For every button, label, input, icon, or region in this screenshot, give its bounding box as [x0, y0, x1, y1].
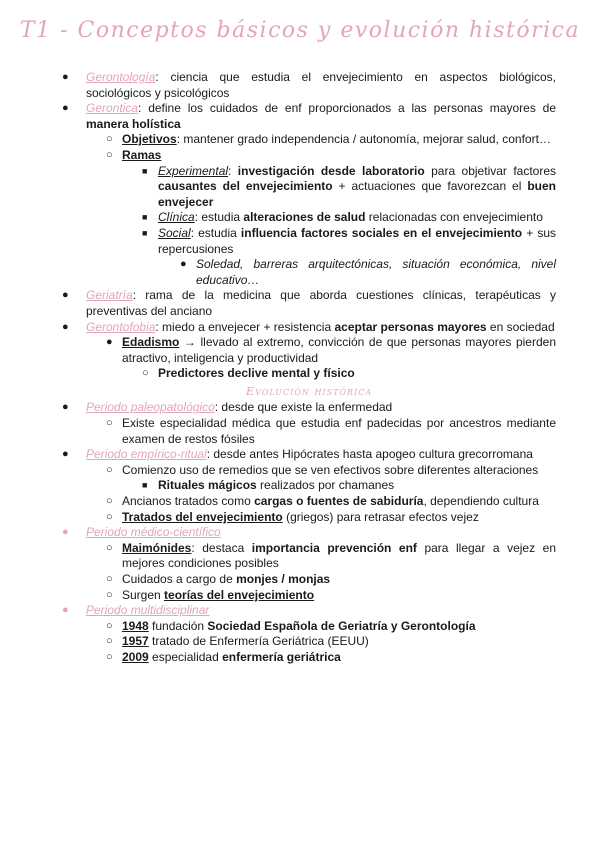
- list-item: [142, 210, 556, 226]
- text-run: + sus repercusiones: [158, 225, 557, 256]
- bullet-icon: ○: [106, 588, 113, 601]
- bullet-icon: ●: [62, 526, 69, 539]
- text-run: Existe especialidad médica que estudia enf padecidas por ancestros mediante examen de restos fósiles: [122, 416, 556, 446]
- text-run: Periodo empírico-ritual: [86, 447, 207, 462]
- bullet-icon: ●: [62, 401, 69, 414]
- text-run: causantes del envejecimiento: [158, 179, 333, 194]
- text-run: Ramas: [122, 147, 162, 162]
- text-run: (griegos) para retrasar efectos vejez: [282, 509, 479, 524]
- text-run: Clínica: [158, 210, 195, 225]
- text-run: 2009: [122, 649, 149, 664]
- list-item: [106, 335, 556, 366]
- list-item: [180, 257, 556, 288]
- text-run: relacionadas con envejecimiento: [365, 210, 543, 225]
- bullet-icon: ○: [106, 133, 113, 146]
- list-item: [62, 603, 556, 619]
- list-item: [106, 462, 556, 479]
- text-run: importancia prevención enf: [251, 540, 417, 555]
- bullet-icon: ○: [106, 635, 113, 648]
- text-run: Gerontología: [86, 70, 156, 84]
- text-run: : estudia: [190, 225, 241, 240]
- bullet-icon: ●: [62, 289, 69, 302]
- bullet-icon: ○: [142, 367, 149, 380]
- bullet-icon: ●: [62, 71, 69, 83]
- text-run: enfermería geriátrica: [222, 649, 341, 664]
- text-run: + actuaciones que favorezcan el: [332, 179, 528, 194]
- text-run: 1948: [122, 618, 149, 633]
- bullet-icon: ■: [142, 212, 148, 223]
- text-run: Tratados del envejecimiento: [122, 509, 283, 524]
- section-heading: Evolución histórica: [245, 383, 373, 398]
- text-run: Edadismo: [122, 335, 180, 350]
- text-run: Soledad, barreras arquitectónicas, situación económica, nivel educativo…: [196, 257, 556, 287]
- list-item: [62, 319, 556, 336]
- bullet-icon: ○: [106, 417, 113, 430]
- list-item: [142, 478, 556, 494]
- text-run: tratado de Enfermería Geriátrica (EEUU): [148, 634, 369, 649]
- text-run: Periodo paleopatológico: [86, 400, 215, 415]
- text-run: teorías del envejecimiento: [164, 587, 315, 602]
- text-run: Sociedad Española de Geriatría y Gerontología: [207, 618, 476, 633]
- bullet-icon: ●: [62, 604, 69, 617]
- list-item: [142, 225, 557, 257]
- text-run: Cuidados a cargo de: [122, 572, 237, 586]
- bullet-icon: ●: [62, 102, 69, 115]
- list-item: [106, 509, 556, 526]
- text-run: : ciencia que estudia el envejecimiento en aspectos biológicos, sociológicos y psicológicos: [86, 70, 556, 100]
- text-run: Maimónides: [122, 540, 192, 555]
- list-item: [106, 649, 556, 666]
- bullet-icon: ■: [142, 227, 148, 238]
- bullet-icon: ○: [106, 463, 113, 476]
- text-run: Rituales mágicos: [158, 478, 257, 493]
- text-run: Gerontofobia: [86, 319, 156, 334]
- list-item: [106, 634, 556, 650]
- text-run: cargas o fuentes de sabiduría: [254, 494, 424, 509]
- text-run: Ancianos tratados como: [122, 494, 255, 509]
- text-run: especialidad: [148, 649, 223, 664]
- text-run: en sociedad: [486, 319, 555, 334]
- text-run: para llegar a vejez en mejores condiciones posibles: [122, 540, 556, 571]
- list-item: [106, 416, 556, 447]
- text-run: influencia factores sociales en el envejecimiento: [240, 225, 523, 240]
- bullet-icon: ●: [62, 448, 69, 461]
- bullet-icon: ○: [106, 495, 113, 508]
- list-item: [106, 572, 556, 588]
- text-run: Comienzo uso de remedios que se ven efectivos sobre diferentes alteraciones: [122, 462, 539, 477]
- text-run: : mantener grado independencia / autonomía, mejorar salud, confort…: [176, 132, 551, 147]
- list-item: [106, 540, 556, 572]
- list-item: [62, 70, 556, 101]
- text-run: realizados por chamanes: [256, 478, 395, 493]
- list-item: [142, 163, 557, 211]
- text-run: para objetivar factores: [424, 163, 557, 178]
- bullet-icon: ○: [106, 573, 113, 585]
- bullet-icon: ○: [106, 650, 113, 663]
- bullet-icon: ■: [142, 165, 148, 176]
- text-run: fundación: [148, 618, 208, 633]
- text-run: buen envejecer: [158, 179, 556, 209]
- text-run: Periodo médico-científico: [86, 525, 221, 540]
- text-run: → llevado al extremo, convicción de que personas mayores pierden atractivo, inteligencia y productividad: [122, 335, 556, 365]
- text-run: Periodo multidisciplinar: [86, 603, 210, 618]
- text-run: Objetivos: [122, 132, 177, 147]
- text-run: 1957: [122, 634, 149, 649]
- text-run: : estudia: [194, 210, 244, 225]
- text-run: : rama de la medicina que aborda cuestiones clínicas, terapéuticas y preventivas del anciano: [86, 288, 556, 318]
- bullet-icon: ○: [106, 619, 113, 632]
- bullet-icon: ●: [106, 336, 113, 349]
- bullet-icon: ■: [142, 480, 148, 491]
- list-item: [62, 400, 556, 416]
- page-title: T1 - Conceptos básicos y evolución histórica: [19, 18, 581, 43]
- text-run: manera holística: [86, 116, 181, 131]
- text-run: Surgen: [122, 587, 165, 602]
- bullet-icon: ●: [180, 258, 187, 271]
- list-item: [62, 525, 556, 541]
- list-item: [106, 494, 556, 510]
- list-item: [106, 587, 556, 604]
- text-run: Social: [158, 225, 191, 240]
- text-run: Experimental: [158, 163, 229, 178]
- text-run: :: [228, 163, 238, 178]
- text-run: monjes / monjas: [236, 572, 331, 586]
- text-run: alteraciones de salud: [243, 210, 366, 225]
- list-item: [106, 147, 556, 164]
- bullet-icon: ○: [106, 541, 113, 554]
- text-run: : define los cuidados de enf proporcionados a las personas mayores de: [138, 101, 556, 116]
- text-run: Geriatría: [86, 288, 133, 303]
- bullet-icon: ○: [106, 148, 113, 161]
- text-run: , dependiendo cultura: [423, 494, 539, 509]
- list-item: [106, 132, 556, 148]
- list-item: [62, 288, 556, 319]
- list-item: [62, 101, 556, 132]
- bullet-icon: ●: [62, 320, 69, 333]
- text-run: aceptar personas mayores: [334, 319, 487, 334]
- text-run: Gerontica: [86, 101, 139, 116]
- text-run: : destaca: [191, 540, 252, 555]
- text-run: : miedo a envejecer + resistencia: [155, 319, 335, 334]
- text-run: investigación desde laboratorio: [237, 163, 425, 178]
- list-item: [62, 447, 556, 463]
- list-item: [106, 618, 556, 635]
- bullet-icon: ○: [106, 510, 113, 523]
- text-run: : desde antes Hipócrates hasta apogeo cultura grecorromana: [206, 447, 533, 462]
- text-run: Predictores declive mental y físico: [158, 366, 355, 381]
- list-item: [142, 366, 556, 382]
- notes-body: [62, 70, 556, 666]
- text-run: : desde que existe la enfermedad: [214, 400, 393, 415]
